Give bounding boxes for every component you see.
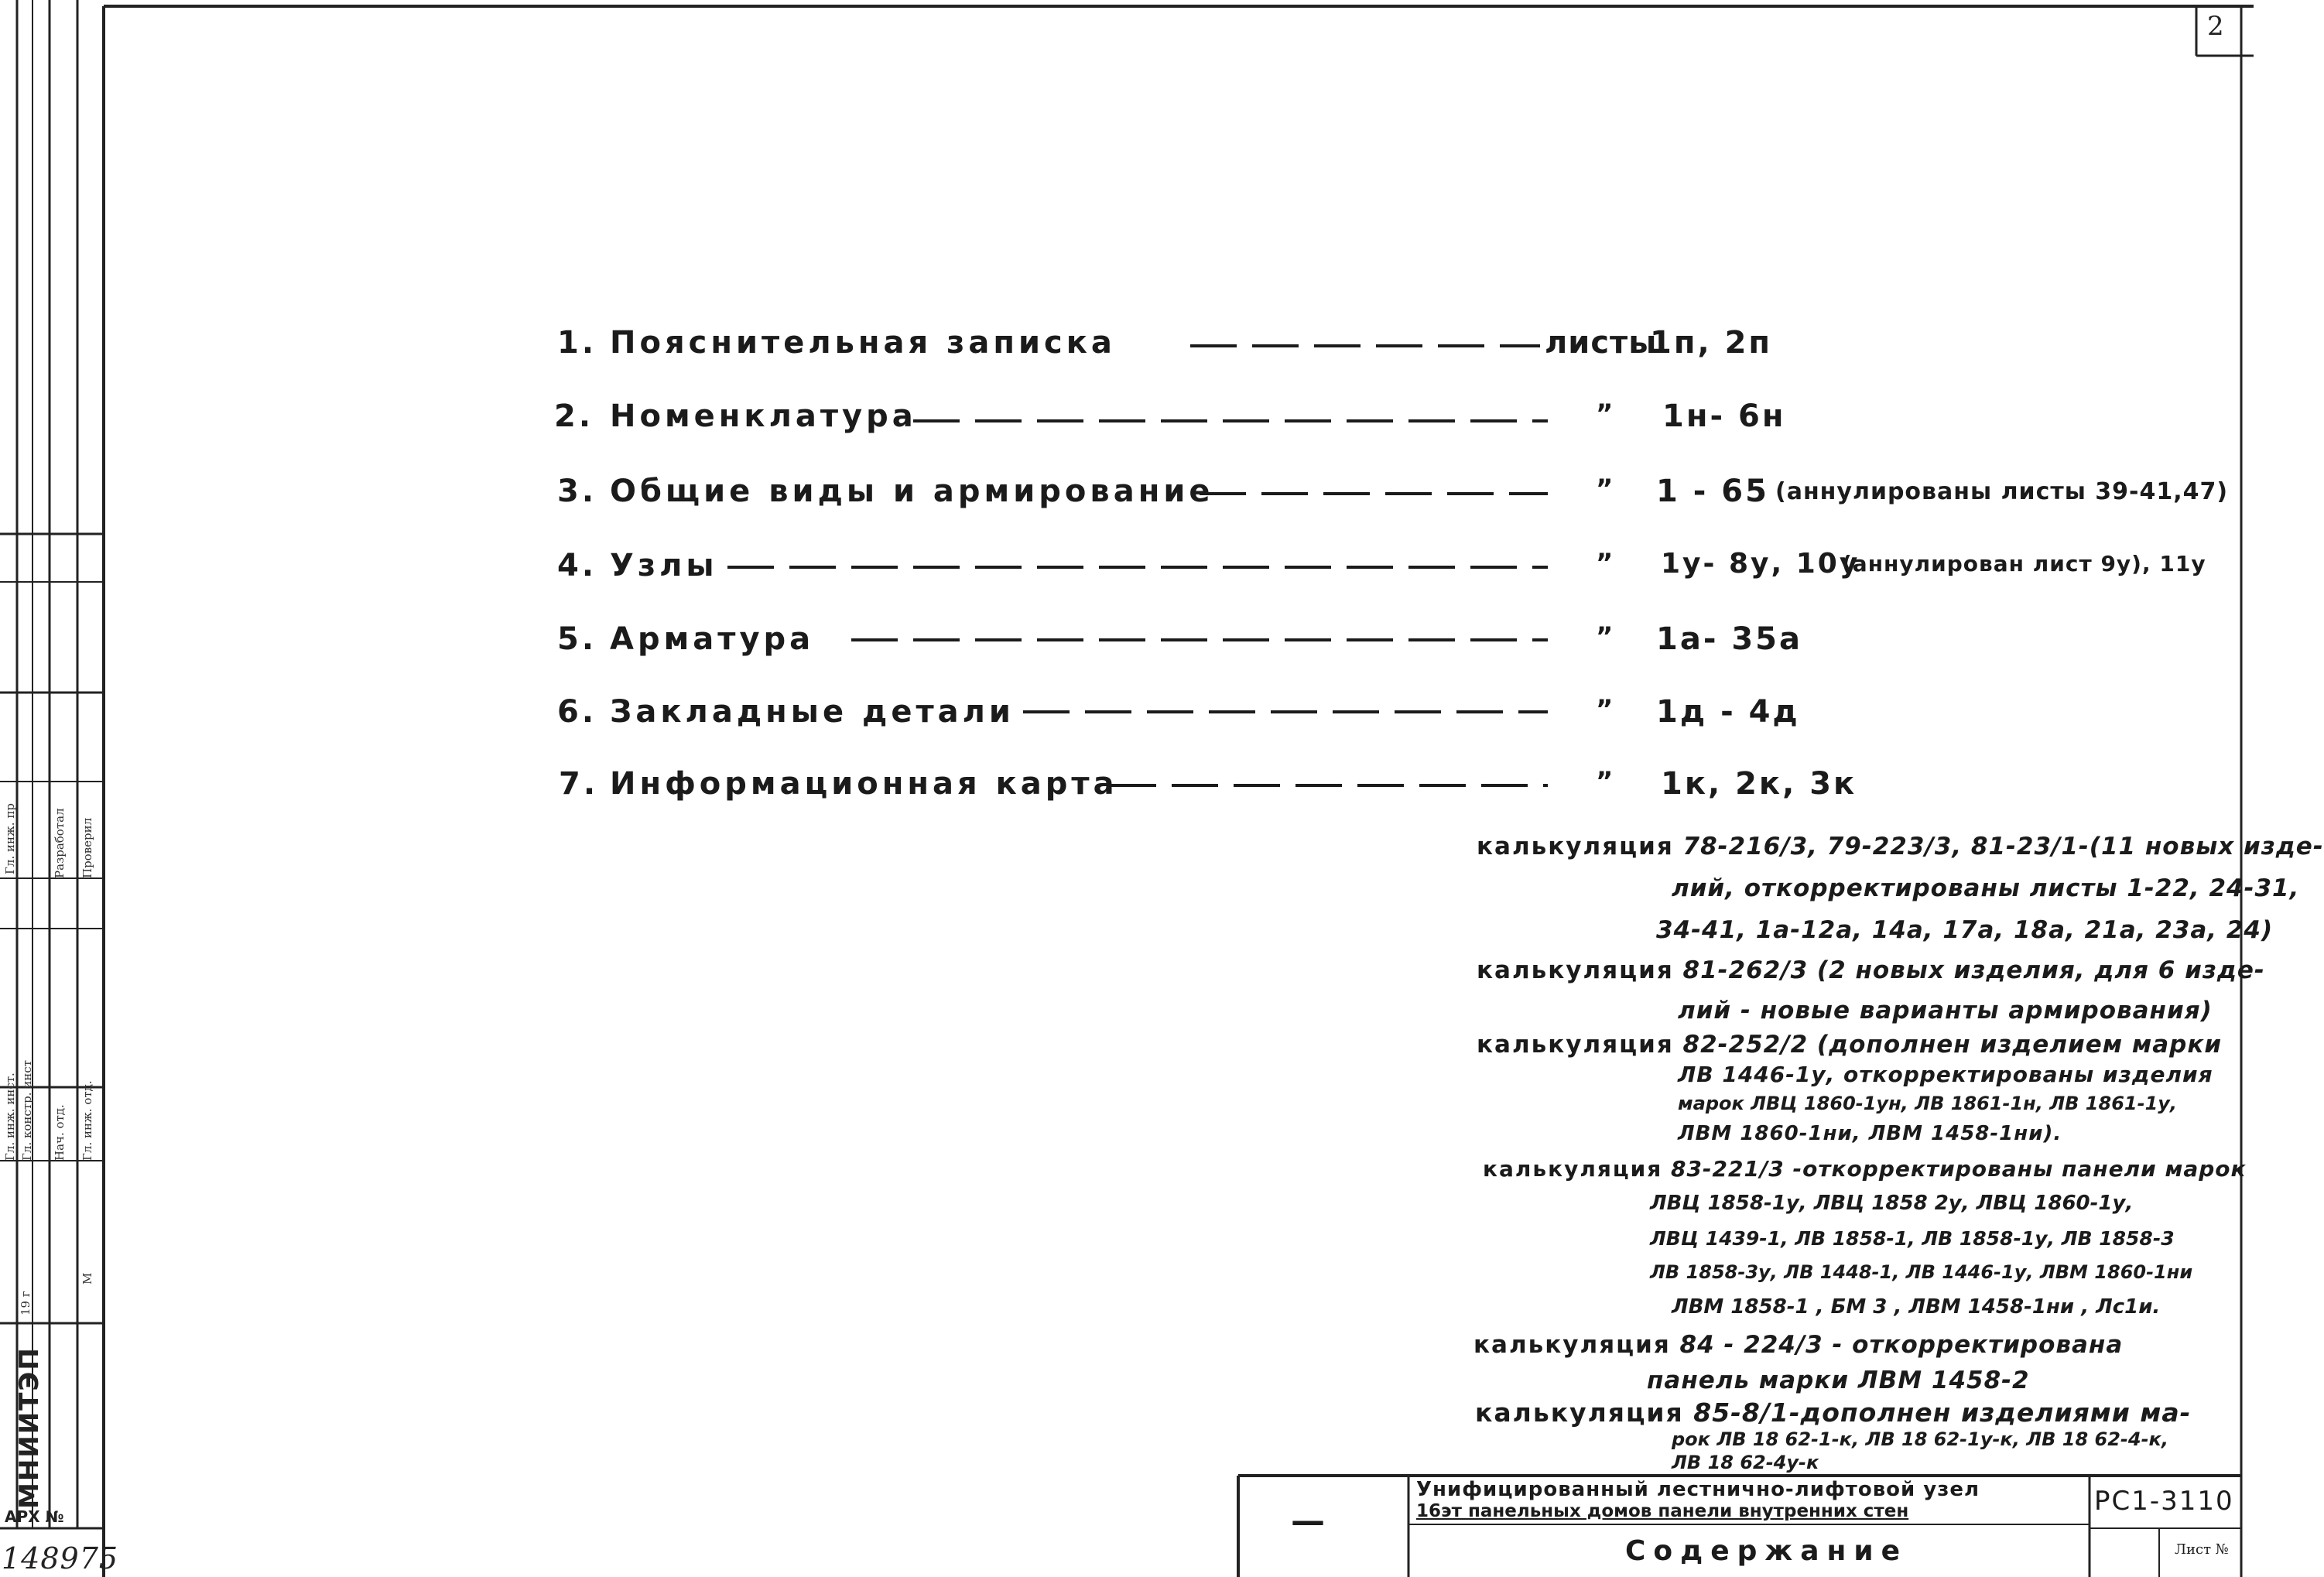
sheet-range: 1н- 6н [1662, 399, 1786, 434]
item-title: Номенклатура [610, 399, 917, 434]
item-number: 6. [557, 694, 597, 730]
calculation-line: 85-8/1-дополнен изделиями ма- [1693, 1397, 2192, 1428]
archive-label: АРХ № [5, 1507, 64, 1526]
calculation-line: 78-216/3, 79-223/3, 81-23/1-(11 новых изде- [1682, 833, 2324, 860]
calculation-line: ЛВМ 1860-1ни, ЛВМ 1458-1ни). [1678, 1122, 2062, 1145]
sheet-caption: Содержание [1625, 1535, 1908, 1567]
calculation-label: калькуляция [1483, 1156, 1663, 1182]
item-title: Информационная карта [610, 766, 1118, 802]
calculation-line: рок ЛВ 18 62-1-к, ЛВ 18 62-1у-к, ЛВ 18 62-4-к, [1672, 1428, 2168, 1450]
calculation-label: калькуляция [1477, 1031, 1674, 1059]
sheet-range: 1 - 65 [1656, 474, 1769, 509]
sheet-range: 1к, 2к, 3к [1661, 766, 1857, 802]
item-title: Закладные детали [610, 694, 1015, 730]
calculation-line: ЛВ 18 62-4у-к [1672, 1452, 1819, 1473]
calculation-label: калькуляция [1477, 833, 1674, 860]
annulled-note: (аннулированы листы 39-41,47) [1775, 478, 2229, 505]
project-title-line2: 16эт панельных домов панели внутренних стен [1416, 1501, 1909, 1521]
calculation-line: 84 - 224/3 - откорректирована [1679, 1331, 2124, 1359]
calculation-entry [1483, 1156, 2247, 1182]
item-number: 1. [557, 325, 597, 361]
item-title: Арматура [610, 621, 815, 657]
calculation-line: 34-41, 1а-12а, 14а, 17а, 18а, 21а, 23а, 24) [1656, 916, 2274, 944]
item-title: Узлы [610, 548, 718, 583]
calculation-line: 81-262/3 (2 новых изделия, для 6 изде- [1682, 956, 2265, 984]
calculation-entry [1475, 1397, 2191, 1428]
position-label: Нач. отд. [53, 1104, 67, 1161]
item-number: 7. [559, 766, 599, 802]
sheet-number: 2 [2207, 11, 2224, 42]
item-number: 2. [554, 399, 594, 434]
ditto-mark: ” [1596, 548, 1617, 579]
ditto-mark: ” [1596, 766, 1617, 797]
item-number: 3. [557, 474, 597, 509]
sheet-range: 1д - 4д [1656, 694, 1800, 730]
calculation-entry [1477, 956, 2265, 984]
item-title: Общие виды и армирование [610, 474, 1214, 509]
position-label: Гл. инж. инст. [3, 1072, 17, 1161]
project-title-line1: Унифицированный лестнично-лифтовой узел [1416, 1478, 1980, 1501]
archive-number: 148975 [2, 1541, 119, 1575]
position-label: Гл. инж. отд. [80, 1080, 94, 1161]
item-title: Пояснительная записка [610, 325, 1116, 361]
calculation-line: ЛВЦ 1858-1у, ЛВЦ 1858 2у, ЛВЦ 1860-1у, [1650, 1192, 2134, 1215]
calculation-line: ЛВМ 1858-1 , БМ 3 , ЛВМ 1458-1ни , Лс1и. [1672, 1295, 2161, 1319]
calculation-line: ЛВ 1858-3у, ЛВ 1448-1, ЛВ 1446-1у, ЛВМ 1860-1ни [1650, 1261, 2193, 1283]
calculation-label: калькуляция [1477, 956, 1674, 984]
position-label: Гл. констр. инст [20, 1060, 34, 1161]
sheets-prefix: листы [1545, 325, 1658, 361]
document-code: РС1-3110 [2094, 1486, 2234, 1517]
ditto-mark: ” [1596, 399, 1617, 429]
calculation-label: калькуляция [1473, 1331, 1671, 1359]
sheet-range: 1п, 2п [1650, 325, 1773, 361]
calculation-entry [1477, 1031, 2222, 1059]
sheet-range: 1а- 35а [1656, 621, 1803, 657]
m-label: М [80, 1272, 94, 1285]
calculation-line: 83-221/3 -откорректированы панели марок [1670, 1156, 2247, 1182]
calculation-entry [1473, 1331, 2123, 1359]
ditto-mark: ” [1596, 474, 1617, 505]
calculation-entry [1477, 833, 2324, 860]
year-label: 19 г [19, 1291, 33, 1315]
title-dash: — [1291, 1501, 1325, 1541]
calculation-line: лий, откорректированы листы 1-22, 24-31, [1672, 874, 2300, 902]
sheet-label: Лист № [2175, 1541, 2229, 1558]
role-label: Проверил [80, 817, 94, 878]
calculation-line: ЛВ 1446-1у, откорректированы изделия [1678, 1062, 2213, 1087]
item-number: 5. [557, 621, 597, 657]
calculation-label: калькуляция [1475, 1397, 1684, 1428]
role-label: Гл. инж. пр [3, 803, 17, 874]
ditto-mark: ” [1596, 694, 1617, 725]
role-label: Разработал [53, 808, 67, 878]
calculation-line: марок ЛВЦ 1860-1ун, ЛВ 1861-1н, ЛВ 1861-1у, [1678, 1093, 2178, 1114]
institute-name: МНИИТЭП [14, 1346, 45, 1509]
calculation-line: лий - новые варианты армирования) [1678, 997, 2213, 1025]
calculation-line: 82-252/2 (дополнен изделием марки [1682, 1031, 2223, 1059]
calculation-line: панель марки ЛВМ 1458-2 [1647, 1367, 2030, 1394]
annulled-note: (аннулирован лист 9у), 11у [1842, 551, 2206, 576]
sheet-range: 1у- 8у, 10у [1661, 548, 1860, 580]
item-number: 4. [557, 548, 597, 583]
calculation-line: ЛВЦ 1439-1, ЛВ 1858-1, ЛВ 1858-1у, ЛВ 1858-3 [1650, 1227, 2175, 1250]
ditto-mark: ” [1596, 621, 1617, 652]
